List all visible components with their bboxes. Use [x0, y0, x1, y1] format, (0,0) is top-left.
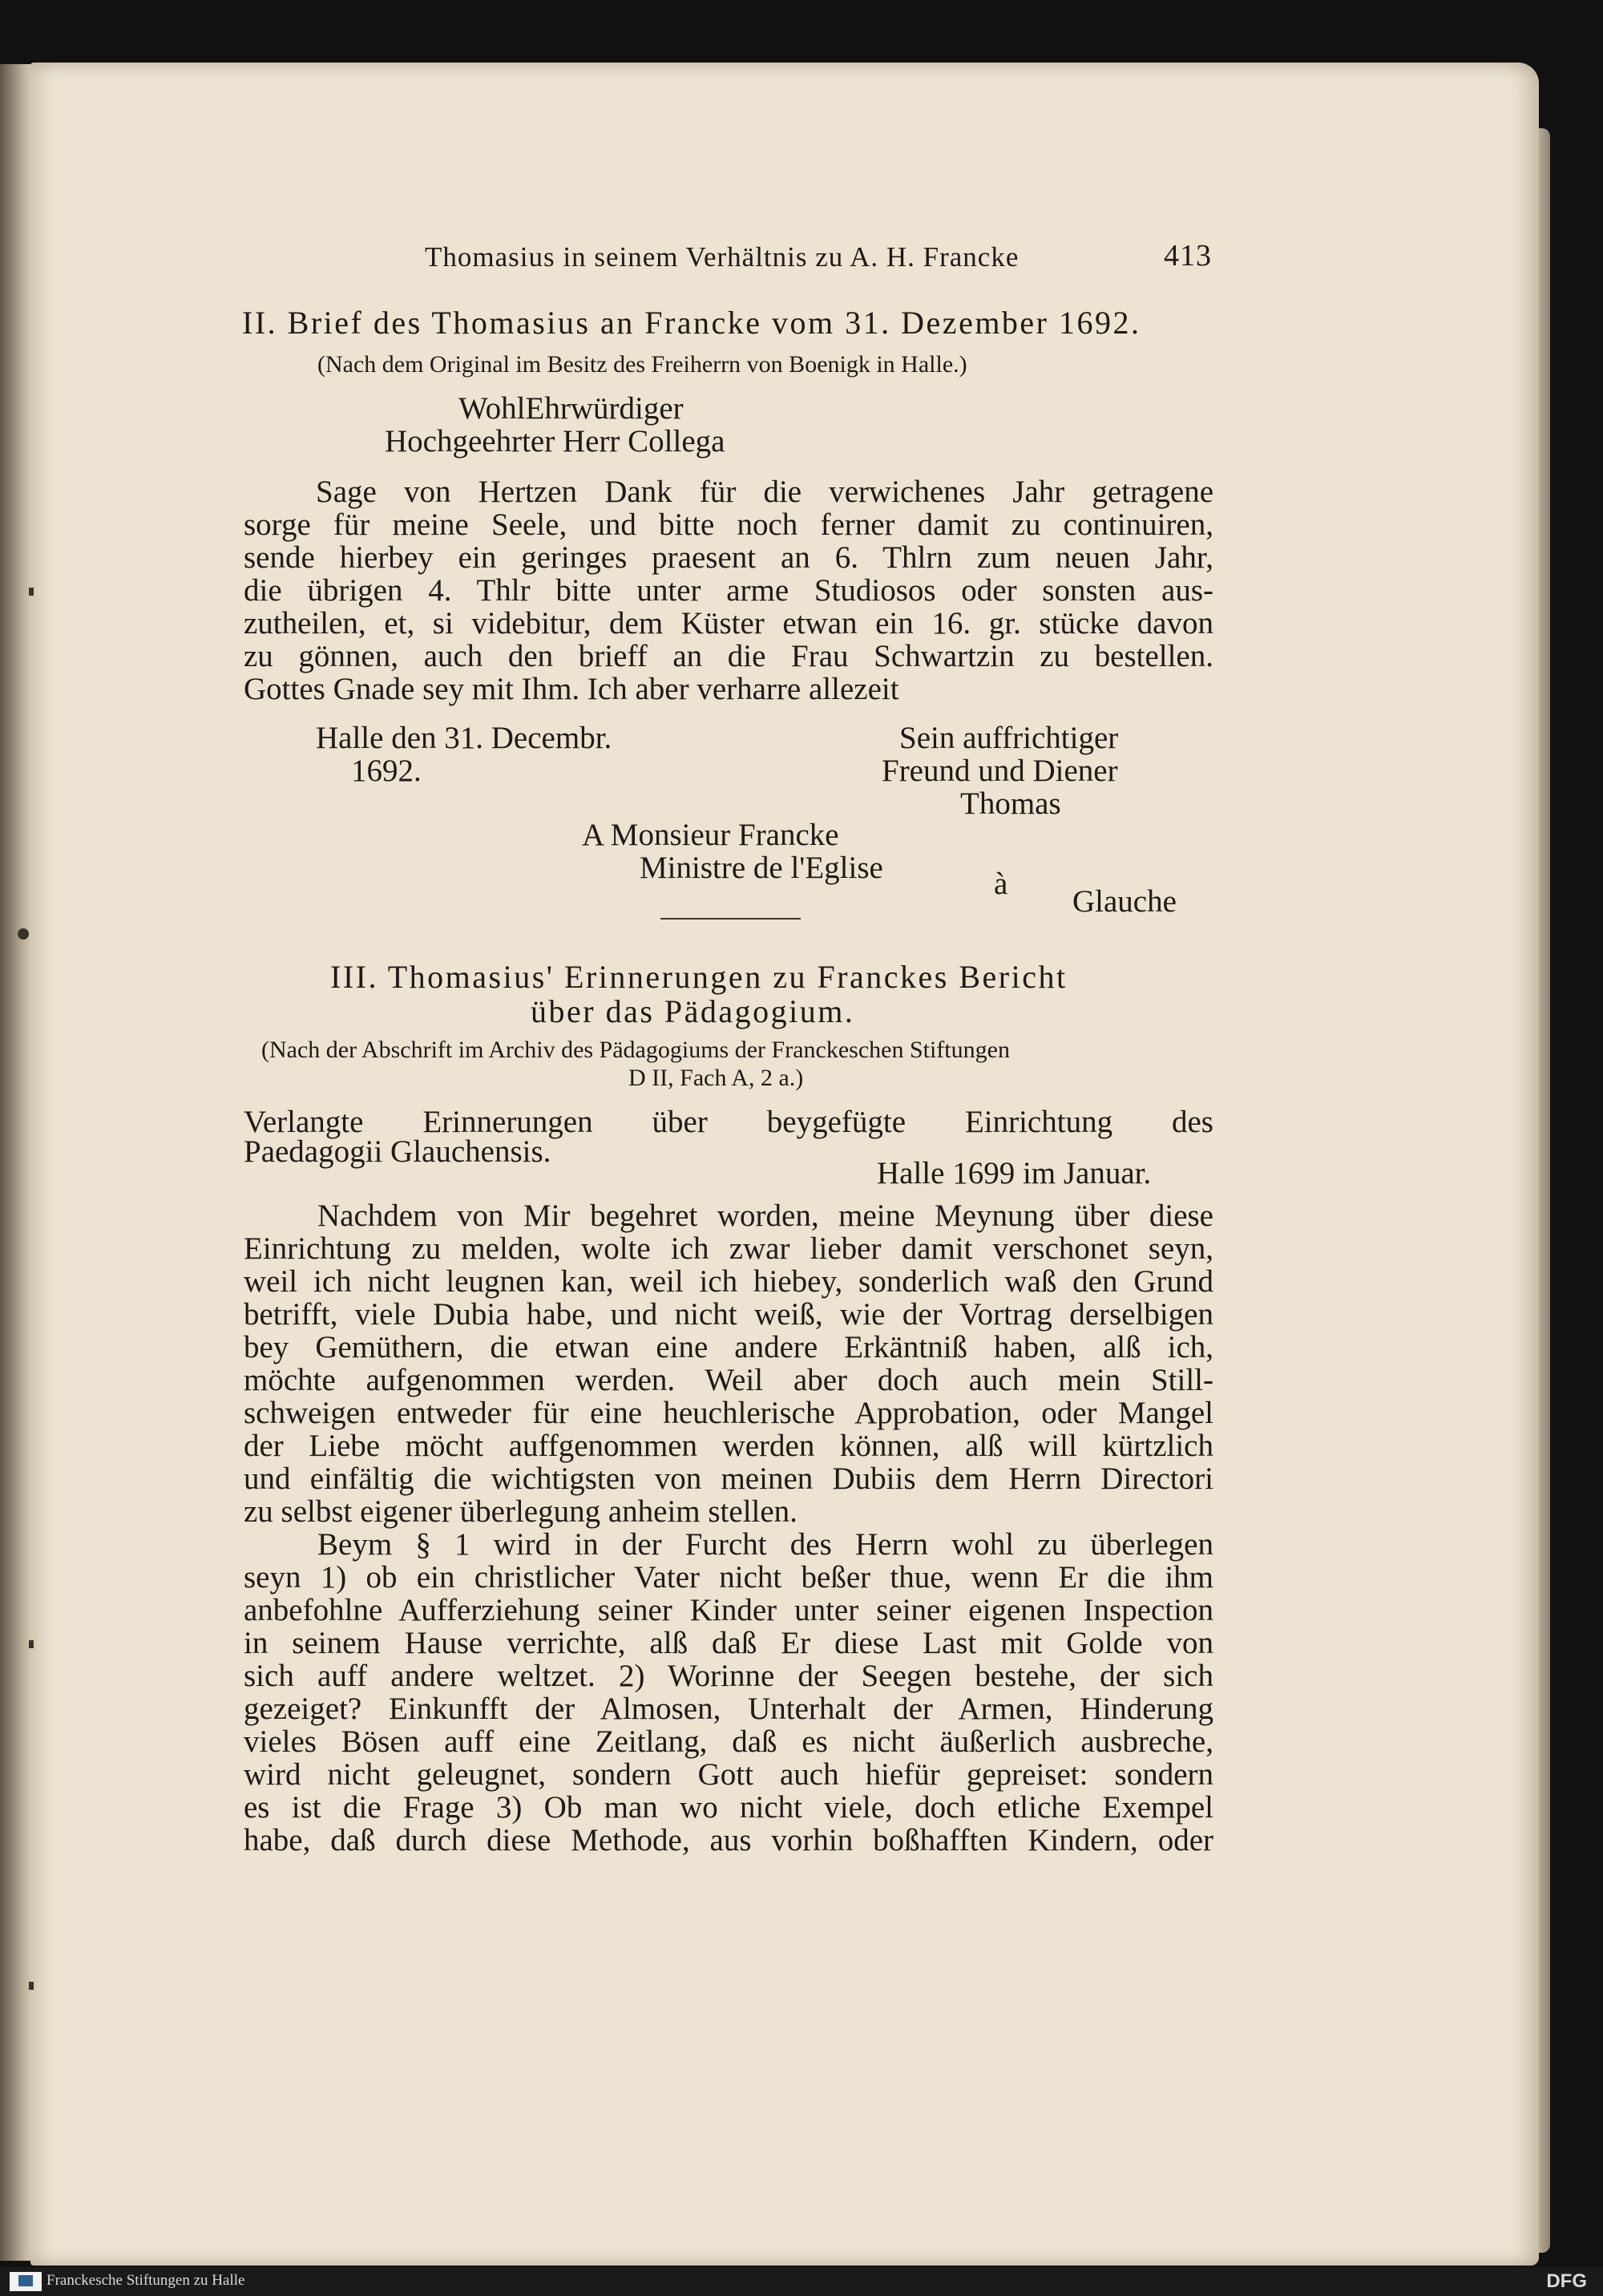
paragraph-line: es ist die Frage 3) Ob man wo nicht viele, doch etliche Exempel [244, 1790, 1213, 1825]
letter-line: Sage von Hertzen Dank für die verwichenes Jahr getragene [316, 475, 1213, 509]
paragraph-line: weil ich nicht leugnen kan, weil ich hiebey, sonderlich waß den Grund [244, 1264, 1213, 1299]
paragraph-line: möchte aufgenommen werden. Weil aber doch auch mein Still- [244, 1363, 1213, 1397]
page-number: 413 [1164, 239, 1212, 273]
paragraph-line: in seinem Hause verrichte, alß daß Er diese Last mit Golde von [244, 1626, 1213, 1660]
section3-heading: Verlangte Erinnerungen über beygefügte Einrichtung des [244, 1105, 1213, 1139]
paragraph-line: sich auff andere weltzet. 2) Worinne der Seegen bestehe, der sich [244, 1659, 1213, 1693]
section-divider [660, 918, 801, 920]
viewer-footer [0, 2267, 1603, 2296]
section2-title: II. Brief des Thomasius an Francke vom 31. Dezember 1692. [242, 305, 1141, 341]
paragraph-line: und einfältig die wichtigsten von meinen Dubiis dem Herrn Directori [244, 1461, 1213, 1496]
margin-mark [18, 928, 29, 940]
left-page-edge [0, 64, 32, 2261]
letter-line: zu gönnen, auch den brieff an die Frau Schwartzin zu bestellen. [244, 639, 1213, 673]
paragraph-line: Beym § 1 wird in der Furcht des Herrn wohl zu überlegen [317, 1527, 1213, 1562]
paragraph-line: Nachdem von Mir begehret worden, meine Meynung über diese [317, 1199, 1213, 1233]
letter-year: 1692. [351, 754, 422, 788]
letter-line: die übrigen 4. Thlr bitte unter arme Studiosos oder sonsten aus- [244, 573, 1213, 608]
salutation-line: WohlEhrwürdiger [458, 391, 684, 426]
address-line: à [994, 867, 1008, 901]
margin-mark [29, 1982, 34, 1990]
section2-source: (Nach dem Original im Besitz des Freiherrn von Boenigk in Halle.) [317, 351, 967, 378]
closing-line: Sein auffrichtiger [899, 721, 1119, 755]
address-line: Glauche [1072, 884, 1177, 919]
paragraph-line: der Liebe möcht auffgenommen werden können, alß will kürtzlich [244, 1429, 1213, 1463]
section3-title: über das Pädagogium. [531, 993, 855, 1029]
paragraph-line: habe, daß durch diese Methode, aus vorhin boßhafften Kindern, oder [244, 1823, 1213, 1857]
address-line: Ministre de l'Eglise [640, 851, 883, 885]
paragraph-line: bey Gemüthern, die etwan eine andere Erkäntniß haben, alß ich, [244, 1330, 1213, 1364]
library-logo-icon [10, 2272, 42, 2291]
section3-date: Halle 1699 im Januar. [877, 1156, 1152, 1190]
paragraph-line: Einrichtung zu melden, wolte ich zwar lieber damit verschonet seyn, [244, 1231, 1213, 1266]
address-line: A Monsieur Francke [582, 818, 839, 852]
margin-mark [29, 1640, 34, 1648]
paragraph-line: gezeiget? Einkunfft der Almosen, Unterhalt der Armen, Hinderung [244, 1692, 1213, 1726]
section3-heading: Paedagogii Glauchensis. [244, 1134, 551, 1169]
signature: Thomas [960, 786, 1061, 821]
margin-mark [29, 588, 34, 596]
letter-line: zutheilen, et, si videbitur, dem Küster etwan ein 16. gr. stücke davon [244, 606, 1213, 641]
section3-title: III. Thomasius' Erinnerungen zu Franckes Bericht [330, 959, 1068, 995]
paragraph-line: schweigen entweder für eine heuchlerische Approbation, oder Mangel [244, 1396, 1213, 1430]
salutation-line: Hochgeehrter Herr Collega [385, 424, 725, 459]
letter-line: sorge für meine Seele, und bitte noch ferner damit zu continuiren, [244, 507, 1213, 542]
letter-last-line: Gottes Gnade sey mit Ihm. Ich aber verharre allezeit [244, 672, 899, 706]
place-date: Halle den 31. Decembr. [316, 721, 612, 755]
dfg-logo: DFG [1546, 2270, 1587, 2292]
closing-line: Freund und Diener [882, 754, 1118, 788]
paragraph-line: vieles Bösen auff eine Zeitlang, daß es nicht äußerlich ausbreche, [244, 1724, 1213, 1759]
paragraph-line: anbefohlne Aufferziehung seiner Kinder unter seiner eigenen Inspection [244, 1593, 1213, 1627]
section3-source: (Nach der Abschrift im Archiv des Pädagogiums der Franckeschen Stiftungen [261, 1037, 1010, 1063]
paragraph-last-line: zu selbst eigener überlegung anheim stellen. [244, 1494, 797, 1529]
paragraph-line: betrifft, viele Dubia habe, und nicht weiß, wie der Vortrag derselbigen [244, 1297, 1213, 1332]
paragraph-line: wird nicht geleugnet, sondern Gott auch hiefür gepreiset: sondern [244, 1757, 1213, 1792]
letter-line: sende hierbey ein geringes praesent an 6. Thlrn zum neuen Jahr, [244, 540, 1213, 575]
paragraph-line: seyn 1) ob ein christlicher Vater nicht beßer thue, wenn Er die ihm [244, 1560, 1213, 1595]
running-header: Thomasius in seinem Verhältnis zu A. H. Francke [425, 241, 1020, 273]
section3-source: D II, Fach A, 2 a.) [628, 1065, 804, 1091]
library-name: Franckesche Stiftungen zu Halle [46, 2272, 245, 2289]
